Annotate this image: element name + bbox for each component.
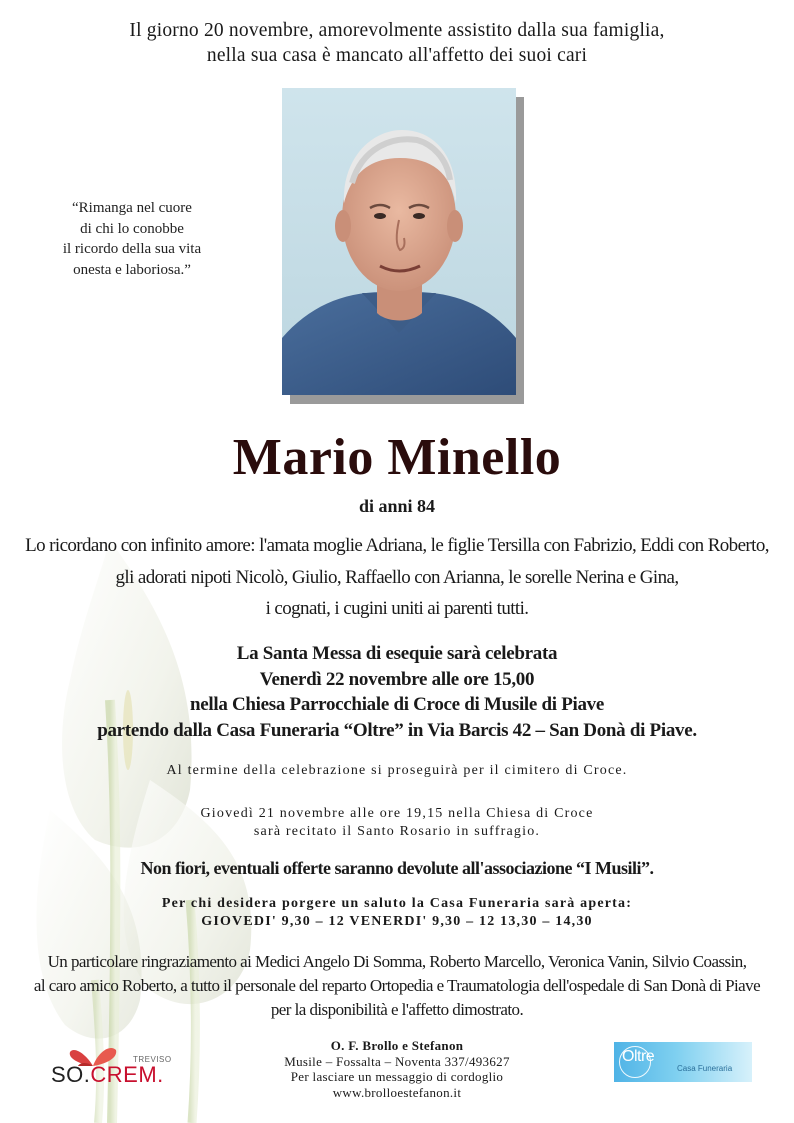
memorial-quote	[48, 198, 216, 280]
thanks-line: al caro amico Roberto, a tutto il personale del reparto Ortopedia e Traumatologia dell'ospedale di San Donà di Piave	[33, 976, 761, 995]
hours-line-1: Per chi desidera porgere un saluto la Casa Funeraria sarà aperta:	[161, 896, 633, 911]
quote-line: “Rimanga nel cuore	[72, 200, 192, 216]
mass-line: Venerdì 22 novembre alle ore 15,00	[259, 668, 535, 690]
portrait-photo	[282, 88, 516, 395]
oltre-subtitle: Casa Funeraria	[677, 1064, 733, 1073]
quote-line: il ricordo della sua vita	[62, 241, 202, 257]
visiting-hours	[0, 895, 794, 931]
socrem-region: TREVISO	[133, 1055, 172, 1064]
hours-line-2: GIOVEDI' 9,30 – 12 VENERDI' 9,30 – 12 13,30 – 14,30	[201, 914, 593, 929]
thanks-text	[0, 950, 794, 1022]
mass-line: nella Chiesa Parrocchiale di Croce di Musile di Piave	[189, 694, 605, 715]
portrait-frame	[282, 88, 516, 395]
intro-line-1: Il giorno 20 novembre, amorevolmente assistito dalla sua famiglia,	[129, 20, 665, 41]
remembrance-line: i cognati, i cugini uniti ai parenti tutti.	[265, 598, 529, 619]
condolence-message: Per lasciare un messaggio di cordoglio	[290, 1069, 504, 1084]
rosary-line-1: Giovedì 21 novembre alle ore 19,15 nella Chiesa di Croce	[200, 806, 594, 821]
socrem-wordmark	[51, 1062, 164, 1088]
intro-line-2: nella sua casa è mancato all'affetto dei suoi cari	[206, 45, 588, 66]
mass-line: La Santa Messa di esequie sarà celebrata	[236, 643, 558, 664]
remembrance-line: gli adorati nipoti Nicolò, Giulio, Raffaello con Arianna, le sorelle Nerina e Gina,	[115, 566, 679, 588]
thanks-line: Un particolare ringraziamento ai Medici Angelo Di Somma, Roberto Marcello, Veronica Vanin, Silvio Coassin,	[47, 952, 747, 971]
rosary-line-2: sarà recitato il Santo Rosario in suffragio.	[253, 824, 541, 839]
socrem-crem: CREM.	[90, 1062, 164, 1087]
thanks-line: per la disponibilità e l'affetto dimostrato.	[270, 1000, 524, 1019]
agency-locations: Musile – Fossalta – Noventa 337/493627	[284, 1053, 510, 1069]
socrem-logo	[48, 1044, 198, 1089]
remembrance-line: Lo ricordano con infinito amore: l'amata moglie Adriana, le figlie Tersilla con Fabrizio, Eddi con Roberto,	[25, 535, 769, 556]
oltre-logo	[614, 1042, 752, 1082]
agency-name: O. F. Brollo e Stefanon	[330, 1038, 464, 1053]
oltre-name: Oltre	[622, 1048, 655, 1065]
quote-line: onesta e laboriosa.”	[73, 261, 191, 278]
deceased-name: Mario Minello	[232, 429, 562, 486]
deceased-age: di anni 84	[358, 496, 436, 516]
socrem-so: SO.	[51, 1062, 91, 1087]
mass-line: partendo dalla Casa Funeraria “Oltre” in Via Barcis 42 – San Donà di Piave.	[97, 719, 697, 741]
rosary-info	[0, 805, 794, 841]
funeral-mass-info	[0, 641, 794, 743]
after-mass-note: Al termine della celebrazione si proseguirà per il cimitero di Croce.	[166, 763, 628, 778]
quote-line: di chi lo conobbe	[80, 220, 184, 237]
no-flowers-note: Non fiori, eventuali offerte saranno devolute all'associazione “I Musili”.	[140, 858, 654, 878]
family-remembrance	[0, 530, 794, 625]
agency-website[interactable]: www.brolloestefanon.it	[332, 1084, 462, 1100]
intro-text	[0, 18, 794, 68]
